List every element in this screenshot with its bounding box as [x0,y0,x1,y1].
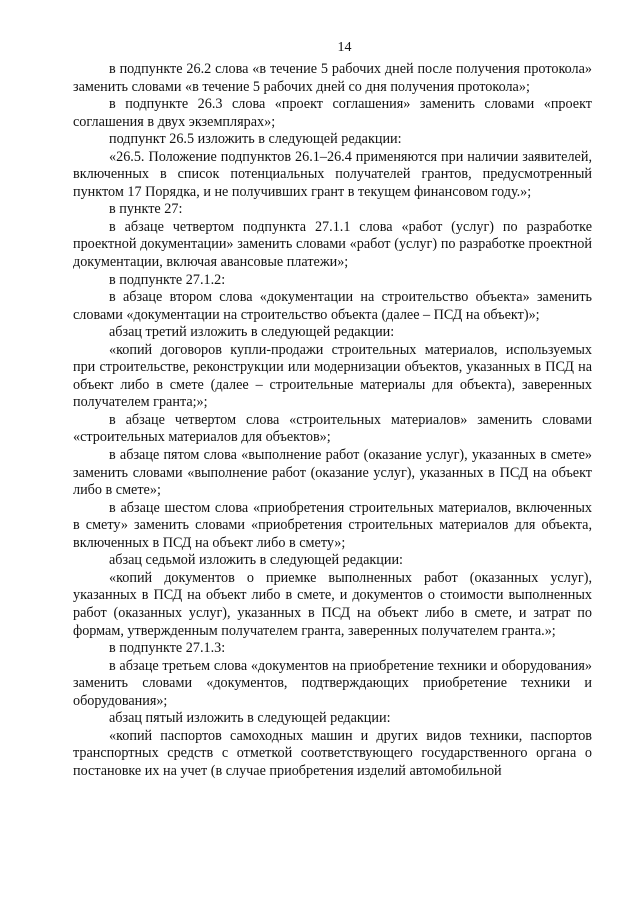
paragraph: в подпункте 26.3 слова «проект соглашения» заменить словами «проект соглашения в двух экземплярах»; [73,96,592,130]
paragraph: в подпункте 27.1.3: [109,640,226,657]
paragraph: в абзаце четвертом слова «строительных материалов» заменить словами «строительных материалов для объектов»; [73,411,592,446]
paragraph: в абзаце четвертом подпункта 27.1.1 слова «работ (услуг) по разработке проектной документации» заменить словами «работ (услуг) по разработке проектной документации, включая авансовые платежи»; [73,218,592,271]
paragraph: «копий паспортов самоходных машин и других видов техники, паспортов транспортных средств с отметкой соответствующего государственного органа о постановке их на учет (в случае приобретения изделий автомобильной [73,727,592,779]
page-number: 14 [337,40,352,55]
paragraph: «копий договоров купли-продажи строительных материалов, используемых при строительстве, реконструкции или модернизации объектов, указанных в ПСД на объект либо в смете (далее – строительные материалы для объекта), заверенных получателем гранта;»; [73,341,592,411]
paragraph: в абзаце шестом слова «приобретения строительных материалов, включенных в смету» заменить словами «приобретения строительных материалов для объекта, включенных в ПСД на объект либо в смету»; [73,499,592,551]
paragraph: в абзаце втором слова «документации на строительство объекта» заменить словами «документации на строительство объекта (далее – ПСД на объект)»; [73,289,592,323]
paragraph: в пункте 27: [109,201,183,218]
paragraph: абзац седьмой изложить в следующей редакции: [109,552,404,569]
paragraph: в абзаце пятом слова «выполнение работ (оказание услуг), указанных в смете» заменить словами «выполнение работ (оказание услуг), указанных в ПСД на объект либо в смете»; [73,447,592,499]
paragraph: «копий документов о приемке выполненных работ (оказанных услуг), указанных в ПСД на объект либо в смете, и документов о стоимости выполненных работ (оказанных услуг), указанных в ПСД на объект либо в смете, и затрат по формам, утвержденным получателем гранта, заверенных получателем гранта.»; [73,569,592,639]
paragraph: подпункт 26.5 изложить в следующей редакции: [109,131,402,148]
paragraph: в подпункте 26.2 слова «в течение 5 рабочих дней после получения протокола» заменить словами «в течение 5 рабочих дней со дня получения протокола»; [73,61,592,95]
document-body [73,61,592,780]
paragraph: абзац пятый изложить в следующей редакции: [109,710,391,727]
paragraph: абзац третий изложить в следующей редакции: [109,324,395,341]
paragraph: в подпункте 27.1.2: [109,271,226,288]
paragraph: в абзаце третьем слова «документов на приобретение техники и оборудования» заменить словами «документов, подтверждающих приобретение техники и оборудования»; [73,657,592,709]
paragraph: «26.5. Положение подпунктов 26.1–26.4 применяются при наличии заявителей, включенных в список потенциальных получателей грантов, предусмотренный пунктом 17 Порядка, и не получивших грант в текущем финансовом году.»; [73,148,592,200]
